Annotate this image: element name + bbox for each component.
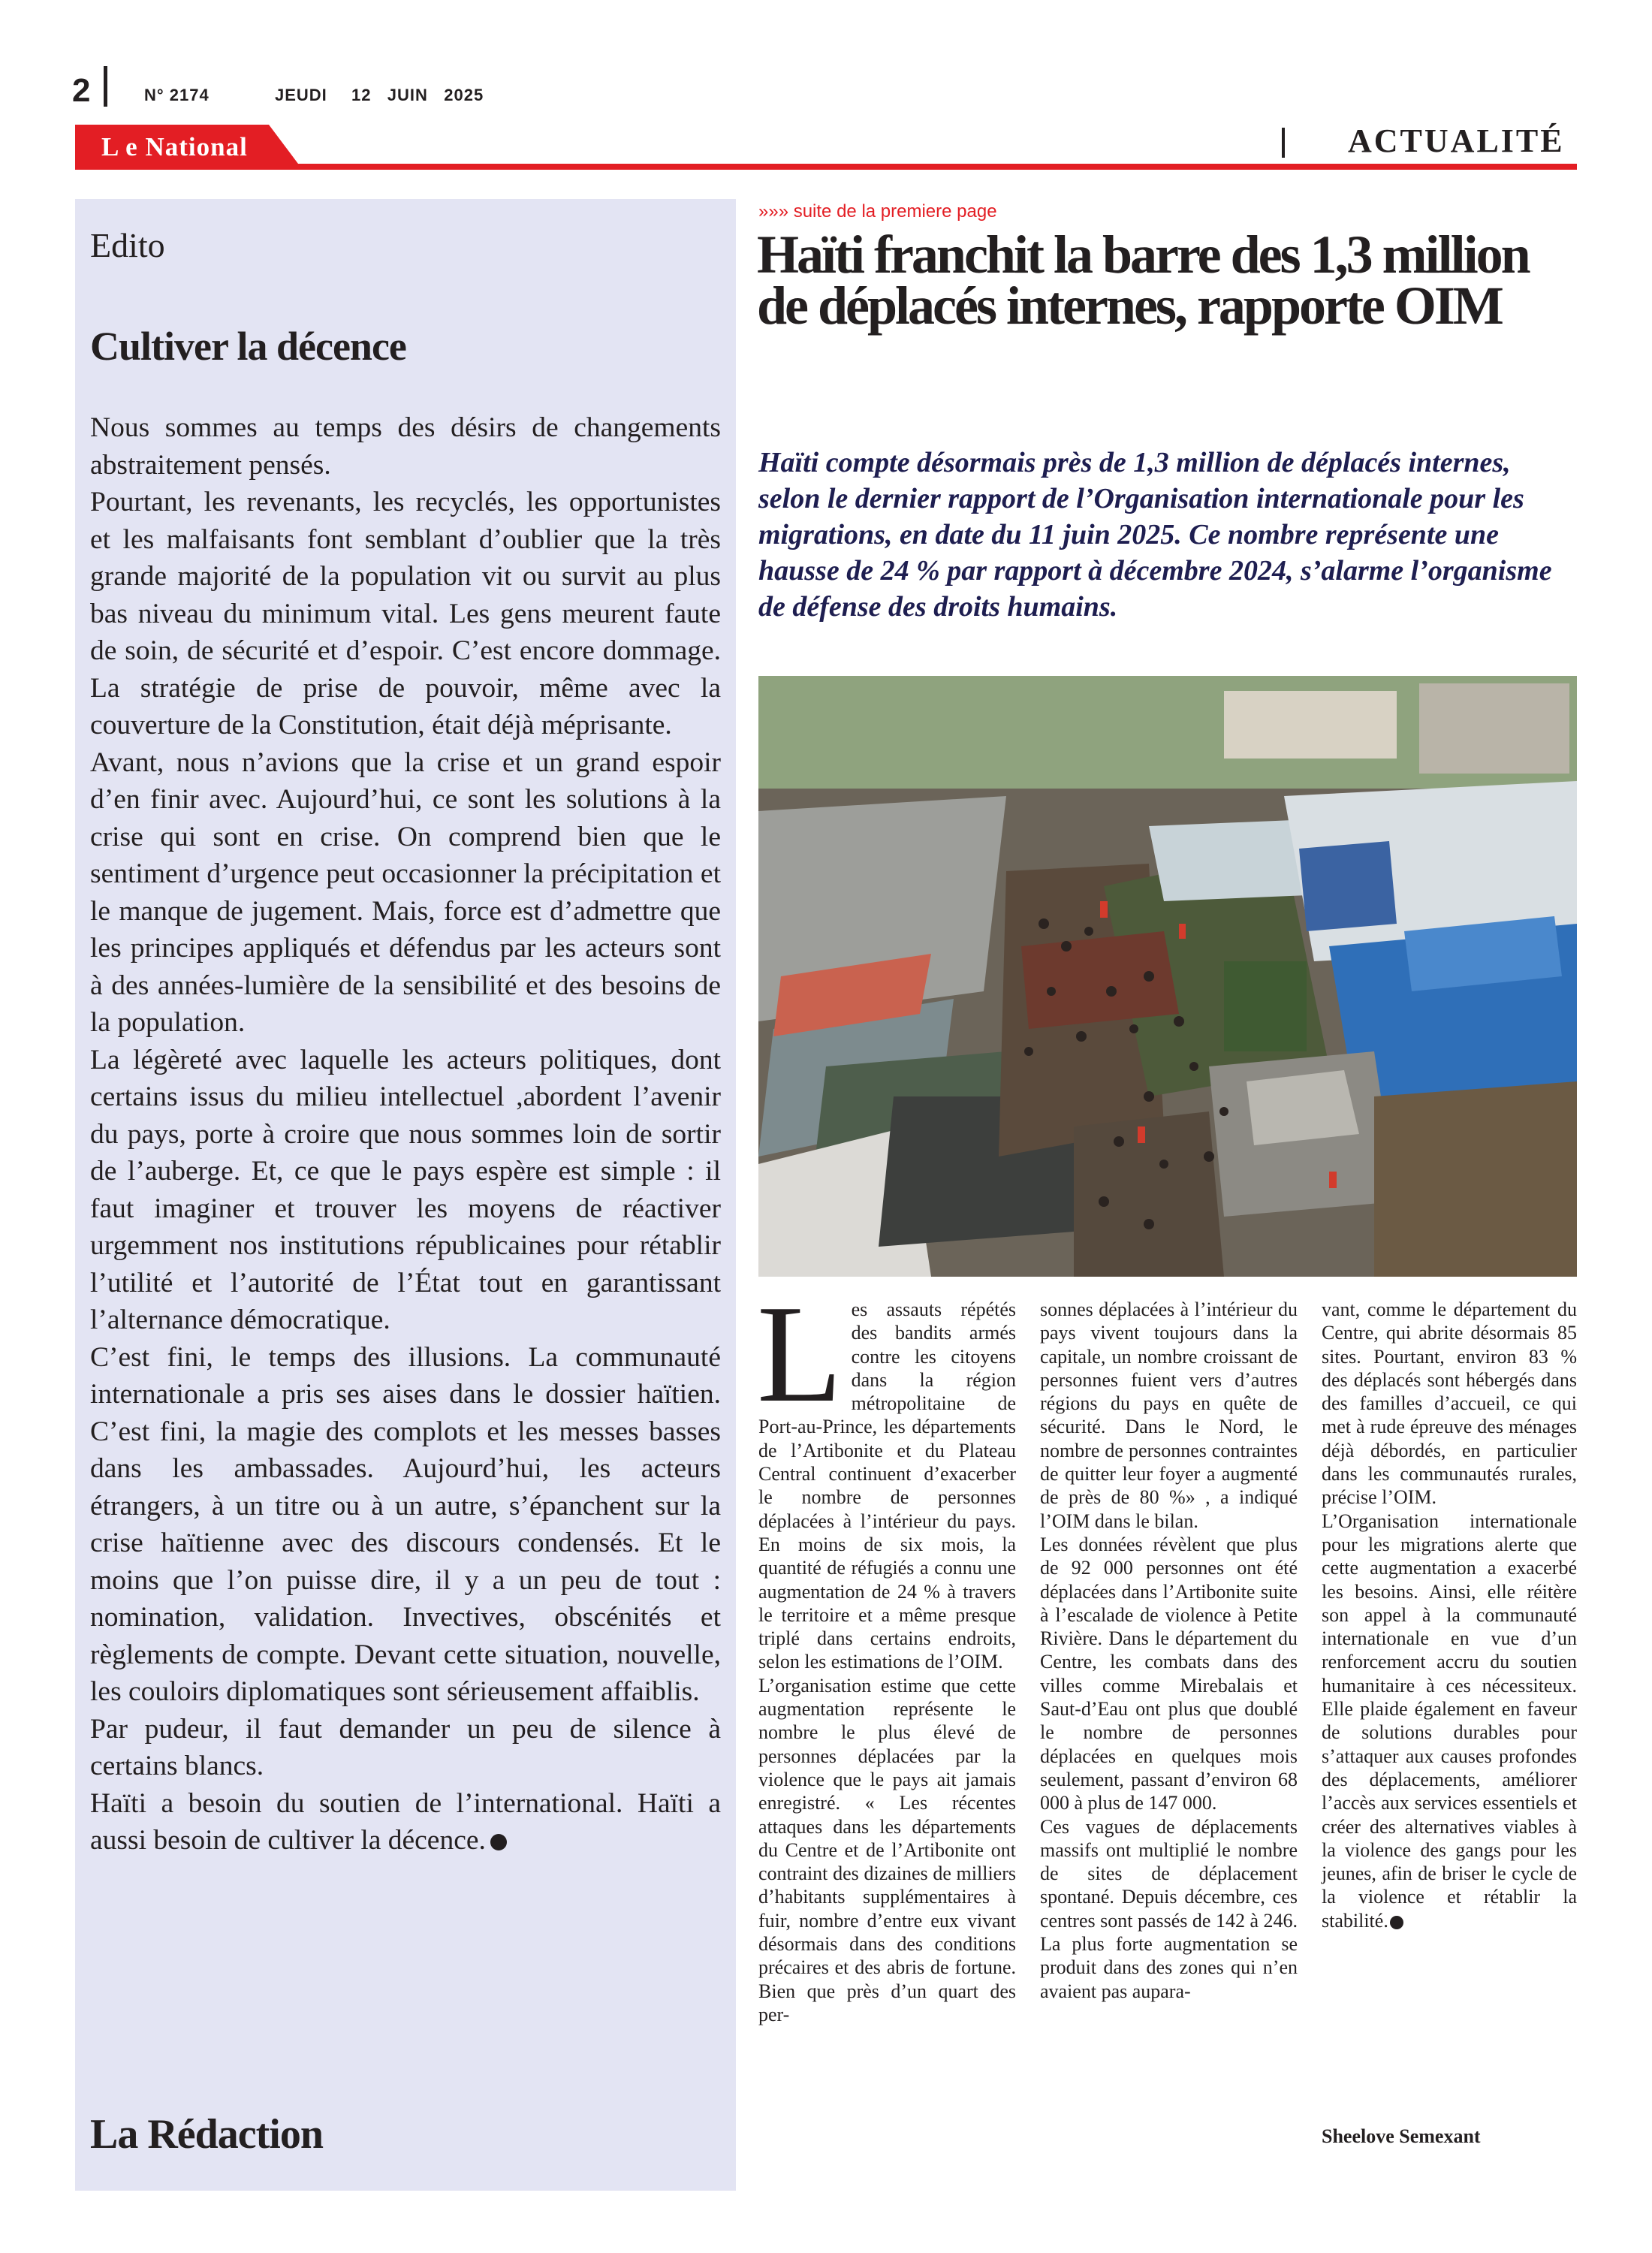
issue-number: N° 2174 <box>144 86 210 104</box>
article-paragraph: Les données révèlent que plus de 92 000 personnes ont été déplacées dans l’Artibonite suite à l’escalade de violence à Petite Rivière. Dans le département du Centre, les combats dans des villes comme Mirebalais et Saut-d’Eau ont plus que doublé le nombre de personnes déplacées en quelques mois seulement, passant d’environ 68 000 à plus de 147 000. <box>1040 1533 1298 1814</box>
article-lede: Haïti compte désormais près de 1,3 million de déplacés internes, selon le dernier rapport de l’Organisation internationale pour les migrations, en date du 11 juin 2025. Ce nombre représente une hausse de 24 % par rapport à décembre 2024, s’alarme l’organisme de défense des droits humains. <box>758 447 1552 623</box>
edito-paragraph-text: Haïti a besoin du soutien de l’international. Haïti a aussi besoin de cultiver la décence. <box>90 1787 721 1856</box>
issue-day: JEUDI <box>275 86 327 104</box>
header-rule <box>75 164 1577 170</box>
page-number: 2 <box>72 72 91 109</box>
edito-label: Edito <box>90 226 165 264</box>
displacement-camp-photo <box>758 676 1577 1277</box>
article-column-1 <box>757 1277 1016 2026</box>
edito-paragraph: Avant, nous n’avions que la crise et un grand espoir d’en finir avec. Aujourd’hui, ce sont les solutions à la crise qui sont en crise. On comprend bien que le sentiment d’urgence peut occasionner la précipitation et le manque de jugement. Mais, force est d’admettre que les principes appliqués et défendus par les acteurs sont à des années-lumière de la sensibilité et des besoins de la population. <box>90 746 721 1038</box>
article-paragraph: sonnes déplacées à l’intérieur du pays vivent toujours dans la capitale, un nombre croissant de personnes fuient vers d’autres régions du pays en quête de sécurité. Dans le Nord, le nombre de personnes contraintes de quitter leur foyer a augmenté de près de 80 %» , a indiqué l’OIM dans le bilan. <box>1040 1298 1298 1532</box>
article-byline: Sheelove Semexant <box>1322 2125 1481 2147</box>
page-number-divider <box>104 66 107 107</box>
section-title: ACTUALITÉ <box>1348 122 1565 159</box>
edito-paragraph: Nous sommes au temps des désirs de changements abstraitement pensés. <box>90 412 721 481</box>
edito-paragraph: C’est fini, le temps des illusions. La communauté internationale a pris ses aises dans le dossier haïtien. C’est fini, la magie des complots et les messes basses dans les ambassades. Aujourd’hui, les acteurs étrangers, à un titre ou à un autre, s’épanchent sur la crise haïtienne avec des discours condensés. Et le moins que l’on puisse dire, il y a un peu de tout : nomination, validation. Invectives, obscénités et règlements de compte. Devant cette situation, nouvelle, les couloirs diplomatiques sont sérieusement affaiblis. <box>90 1341 721 1707</box>
article-paragraph: es assauts répétés des bandits armés contre les citoyens dans la région métropolitaine de Port-au-Prince, les départements de l’Artibonite et du Plateau Central continuent d’exacerber le nombre de personnes déplacées à l’intérieur du pays. En moins de six mois, la quantité de réfugiés a connu une augmentation de 24 % à travers le territoire et a même presque triplé dans certains endroits, selon les estimations de l’OIM. <box>758 1298 1016 1673</box>
edito-title: Cultiver la décence <box>90 324 406 369</box>
edito-body <box>90 409 721 1859</box>
article-paragraph <box>1322 1510 1577 1932</box>
article-paragraph-text: L’Organisation internationale pour les migrations alerte que cette augmentation a exacerbé les besoins. Ainsi, elle réitère son appel à la communauté internationale en vue d’un renforcement accru du soutien humanitaire à ces nécessiteux. Elle plaide également en faveur de solutions durables pour s’attaquer aux causes profondes des déplacements, améliorer l’accès aux services essentiels et créer des alternatives viables à la violence des gangs pour les jeunes, afin de briser le cycle de la violence et rétablir la stabilité. <box>1322 1510 1577 1932</box>
masthead-logo: L e National <box>101 132 248 161</box>
article-column-2 <box>1040 1298 1298 2003</box>
article-column-3 <box>1322 1298 1577 1932</box>
edito-paragraph: La légèreté avec laquelle les acteurs politiques, dont certains issus du milieu intellectuel ,abordent l’avenir du pays, porte à croire que nous sommes loin de sortir de l’auberge. Et, ce que le pays espère est simple : il faut imaginer et trouver les moyens de réactiver urgemment nos institutions républicaines pour rétablir l’utilité et l’autorité de l’État tout en garantissant l’alternance démocratique. <box>90 1044 721 1335</box>
article-paragraph: L’organisation estime que cette augmentation représente le nombre le plus élevé de personnes déplacées par la violence que le pays ait jamais enregistré. « Les récentes attaques dans les départements du Centre et de l’Artibonite ont contraint des dizaines de milliers d’habitants supplémentaires à fuir, nombre d’entre eux vivant désormais dans des conditions précaires et des abris de fortune. Bien que près d’un quart des per- <box>758 1674 1016 2025</box>
end-mark-icon <box>1390 1916 1403 1929</box>
end-mark-icon <box>490 1834 507 1850</box>
article-paragraph: Ces vagues de déplacements massifs ont multiplié le nombre de sites de déplacement spontané. Depuis décembre, ces centres sont passés de 142 à 246. La plus forte augmentation se produit dans des zones qui n’en avaient pas aupara- <box>1040 1815 1298 2002</box>
article-kicker: »»» suite de la premiere page <box>758 201 997 222</box>
issue-date: 12 JUIN 2025 <box>351 86 484 104</box>
edito-paragraph: Par pudeur, il faut demander un peu de silence à certains blancs. <box>90 1713 721 1781</box>
edito-paragraph <box>90 1785 721 1859</box>
edito-signature: La Rédaction <box>90 2111 323 2158</box>
section-divider <box>1282 128 1285 158</box>
drop-cap: L <box>757 1277 843 1431</box>
edito-paragraph: Pourtant, les revenants, les recyclés, les opportunistes et les malfaisants font semblant d’oublier que la très grande majorité de la population vit ou survit au plus bas niveau du minimum vital. Les gens meurent faute de soin, de sécurité et d’espoir. C’est encore dommage. La stratégie de prise de pouvoir, même avec la couverture de la Constitution, était déjà méprisante. <box>90 487 721 740</box>
article-headline: Haïti franchit la barre des 1,3 million de déplacés internes, rapporte OIM <box>757 225 1529 336</box>
article-paragraph: vant, comme le département du Centre, qui abrite désormais 85 sites. Pourtant, environ 83 % des déplacés sont hébergés dans des familles d’accueil, ce qui met à rude épreuve des ménages déjà débordés, en particulier dans les communautés rurales, précise l’OIM. <box>1322 1298 1577 1509</box>
